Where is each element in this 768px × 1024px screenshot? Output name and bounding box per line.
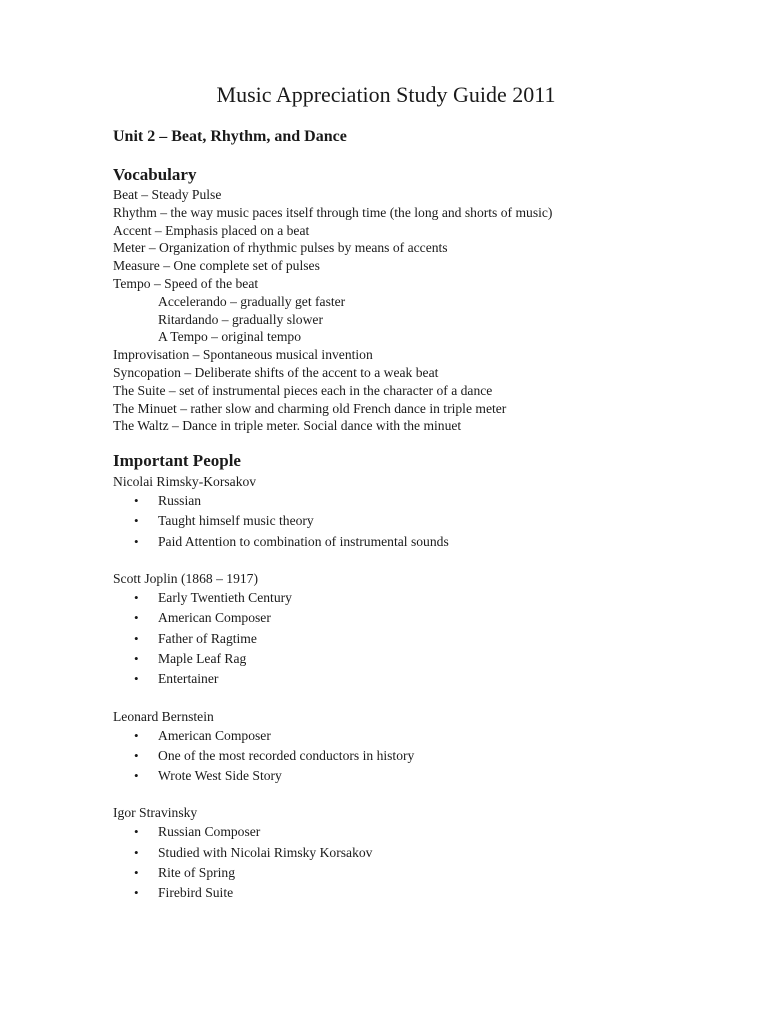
bullet-icon: • [134,610,139,626]
bullet-icon: • [134,513,139,529]
bullet-icon: • [134,630,139,646]
bullet-icon: • [134,865,139,881]
vocabulary-item: The Waltz – Dance in triple meter. Social dance with the minuet [113,418,462,434]
vocabulary-subitem: Ritardando – gradually slower [158,311,323,327]
important-people-heading: Important People [113,451,241,471]
fact-text: One of the most recorded conductors in history [158,747,415,763]
fact-item [113,843,723,863]
fact-item [113,669,723,689]
fact-text: Rite of Spring [158,865,236,881]
bullet-icon: • [134,493,139,509]
person-name: Scott Joplin (1868 – 1917) [113,571,258,587]
fact-text: Paid Attention to combination of instrumental sounds [158,533,449,549]
fact-item [113,649,723,669]
bullet-icon: • [134,727,139,743]
vocabulary-item: Beat – Steady Pulse [113,187,222,202]
bullet-icon: • [134,885,139,901]
fact-item [113,608,723,628]
fact-item [113,629,723,649]
bullet-icon: • [134,768,139,784]
person-section [113,472,723,552]
person-name: Leonard Bernstein [113,708,214,724]
vocabulary-item: Accent – Emphasis placed on a beat [113,222,310,238]
vocabulary-subitem: A Tempo – original tempo [158,329,302,345]
person-name: Igor Stravinsky [113,805,198,821]
fact-text: Russian [158,493,202,509]
fact-text: Firebird Suite [158,885,234,901]
person-section [113,569,723,689]
vocabulary-item: Measure – One complete set of pulses [113,258,320,274]
fact-text: Entertainer [158,671,219,687]
fact-item [113,532,723,552]
fact-item [113,863,723,883]
fact-item [113,726,723,746]
fact-item [113,822,723,842]
vocabulary-list [113,186,723,435]
person-section [113,707,723,787]
person-name: Nicolai Rimsky-Korsakov [113,474,257,490]
people-list [113,472,723,903]
vocabulary-item: The Minuet – rather slow and charming old French dance in triple meter [113,400,507,416]
fact-item [113,588,723,608]
fact-text: Maple Leaf Rag [158,650,247,666]
document-title: Music Appreciation Study Guide 2011 [216,82,556,107]
bullet-icon: • [134,590,139,606]
vocabulary-item: The Suite – set of instrumental pieces each in the character of a dance [113,382,493,398]
fact-text: Taught himself music theory [158,513,314,529]
bullet-icon: • [134,650,139,666]
fact-text: Early Twentieth Century [158,590,292,606]
bullet-icon: • [134,747,139,763]
vocabulary-item: Tempo – Speed of the beat [113,275,259,291]
bullet-icon: • [134,671,139,687]
vocabulary-item: Improvisation – Spontaneous musical invention [113,347,373,363]
vocabulary-subitem: Accelerando – gradually get faster [158,293,346,309]
fact-text: American Composer [158,727,271,743]
fact-item [113,511,723,531]
vocabulary-item: Syncopation – Deliberate shifts of the accent to a weak beat [113,364,439,380]
fact-item [113,883,723,903]
fact-item [113,491,723,511]
fact-text: American Composer [158,610,271,626]
fact-text: Russian Composer [158,824,261,840]
fact-text: Studied with Nicolai Rimsky Korsakov [158,844,373,860]
unit-heading: Unit 2 – Beat, Rhythm, and Dance [113,128,347,145]
vocabulary-item: Meter – Organization of rhythmic pulses by means of accents [113,240,448,256]
vocabulary-item: Rhythm – the way music paces itself through time (the long and shorts of music) [113,204,553,220]
vocabulary-heading: Vocabulary [113,165,197,184]
bullet-icon: • [134,533,139,549]
fact-item [113,766,723,786]
fact-text: Wrote West Side Story [158,768,282,784]
person-facts-list [113,491,723,552]
bullet-icon: • [134,824,139,840]
person-facts-list [113,588,723,689]
person-facts-list [113,822,723,903]
person-facts-list [113,726,723,787]
fact-item [113,746,723,766]
document-page [113,80,723,904]
person-section [113,803,723,903]
fact-text: Father of Ragtime [158,630,257,646]
bullet-icon: • [134,844,139,860]
